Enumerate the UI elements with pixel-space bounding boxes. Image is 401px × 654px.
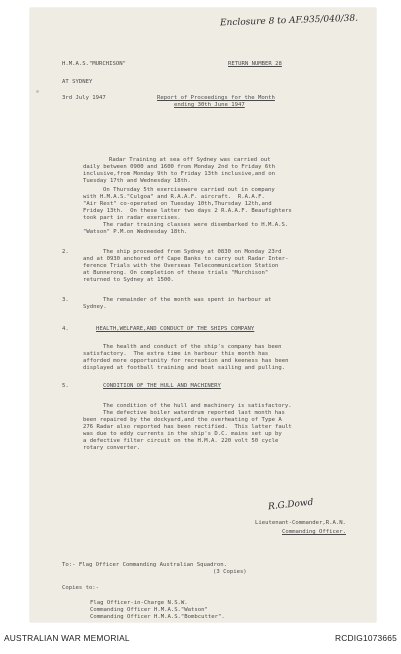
body-line: afforded more opportunity for recreation and keeness has been	[83, 358, 289, 364]
body-line: inclusive,from Monday 9th to Friday 13th inclusive,and on	[83, 171, 275, 177]
body-line: with H.M.A.S."Culgoa" and R.A.A.F. aircraft. R.A.A.F.	[83, 194, 265, 200]
body-line: The remainder of the month was spent in harbour at	[103, 297, 272, 303]
body-line: a defective filter circuit on the H.M.A. 220 volt 50 cycle	[83, 438, 279, 444]
signatory-rank: Lieutenant-Commander,R.A.N.	[255, 520, 346, 526]
paragraph-number: 4.	[62, 326, 69, 332]
report-title-line2: ending 30th June 1947	[174, 102, 245, 108]
body-line: at Bunnerong. On completion of these trials "Murchison"	[83, 270, 269, 276]
body-line: displayed at football training and boat sailing and pulling.	[83, 365, 286, 371]
signatory-role: Commanding Officer.	[282, 529, 346, 535]
return-number: RETURN NUMBER 28	[228, 61, 282, 67]
body-line: returned to Sydney at 1500.	[83, 277, 174, 283]
copy-recipient: Commanding Officer H.M.A.S."Bombcutter".	[90, 614, 225, 620]
section-heading-hull: CONDITION OF THE HULL AND MACHINERY	[103, 383, 221, 389]
paragraph-number: 5.	[62, 383, 69, 389]
body-line: ference Trials with the Overseas Telecommunication Station	[83, 263, 279, 269]
body-line: "Air Rest" co-operated on Tuesday 10th,Thursday 12th,and	[83, 201, 272, 207]
body-line: Radar Training at sea off Sydney was carried out	[109, 157, 271, 163]
copy-recipient: Flag Officer-in-Charge N.S.W.	[90, 600, 188, 606]
body-line: rotary converter.	[83, 445, 141, 451]
body-line: Sydney.	[83, 304, 107, 310]
punch-hole-mark	[36, 90, 39, 93]
copies-count: (3 Copies)	[213, 569, 247, 575]
body-line: The ship proceeded from Sydney at 0830 on Monday 23rd	[103, 249, 282, 255]
body-line: was due to eddy currents in the ship's D.C. mains set up by	[83, 431, 282, 437]
copies-to-label: Copies to:-	[62, 585, 100, 591]
body-line: satisfactory. The extra time in harbour this month has	[83, 351, 269, 357]
footer-record-id: RCDIG1073665	[335, 633, 397, 643]
body-line: "Watson" P.M.on Wednesday 18th.	[83, 229, 188, 235]
handwritten-signature: R.G.Dowd	[267, 497, 314, 513]
ship-name: H.M.A.S."MURCHISON"	[62, 61, 126, 67]
addressee-to: To:- Flag Officer Commanding Australian Squadron.	[62, 562, 228, 568]
body-line: The health and conduct of the ship's company has been	[103, 344, 282, 350]
body-line: took part in radar exercises.	[83, 215, 181, 221]
body-line: and at 0930 anchored off Cape Banks to carry out Radar Inter-	[83, 256, 289, 262]
footer-archive-name: AUSTRALIAN WAR MEMORIAL	[4, 633, 130, 643]
paragraph-number: 3.	[62, 297, 69, 303]
body-line: The radar training classes were disembarked to H.M.A.S.	[103, 222, 289, 228]
body-line: 276 Radar also reported has been rectified. This latter fault	[83, 424, 292, 430]
body-line: been repaired by the dockyard,and the overheating of Type A	[83, 417, 282, 423]
paragraph-number: 2.	[62, 249, 69, 255]
body-line: On Thursday 5th exercisewere carried out in company	[103, 187, 275, 193]
body-line: daily between 0900 and 1600 from Monday 2nd to Friday 6th	[83, 164, 275, 170]
location: AT SYDNEY	[62, 79, 93, 85]
body-line: The condition of the hull and machinery is satisfactory.	[103, 403, 292, 409]
copy-recipient: Commanding Officer H.M.A.S."Watson"	[90, 607, 208, 613]
section-heading-health: HEALTH,WELFARE,AND CONDUCT OF THE SHIPS COMPANY	[96, 326, 255, 332]
body-line: The defective boiler waterdrum reported last month has	[103, 410, 285, 416]
body-line: Friday 13th. On these latter two days 2 R.A.A.F. Beaufighters	[83, 208, 292, 214]
report-date: 3rd July 1947	[62, 95, 106, 101]
handwritten-reference: Enclosure 8 to AF.935/040/38.	[219, 13, 359, 29]
body-line: Tuesday 17th and Wednesday 18th.	[83, 178, 191, 184]
report-title-line1: Report of Proceedings for the Month	[157, 95, 275, 101]
